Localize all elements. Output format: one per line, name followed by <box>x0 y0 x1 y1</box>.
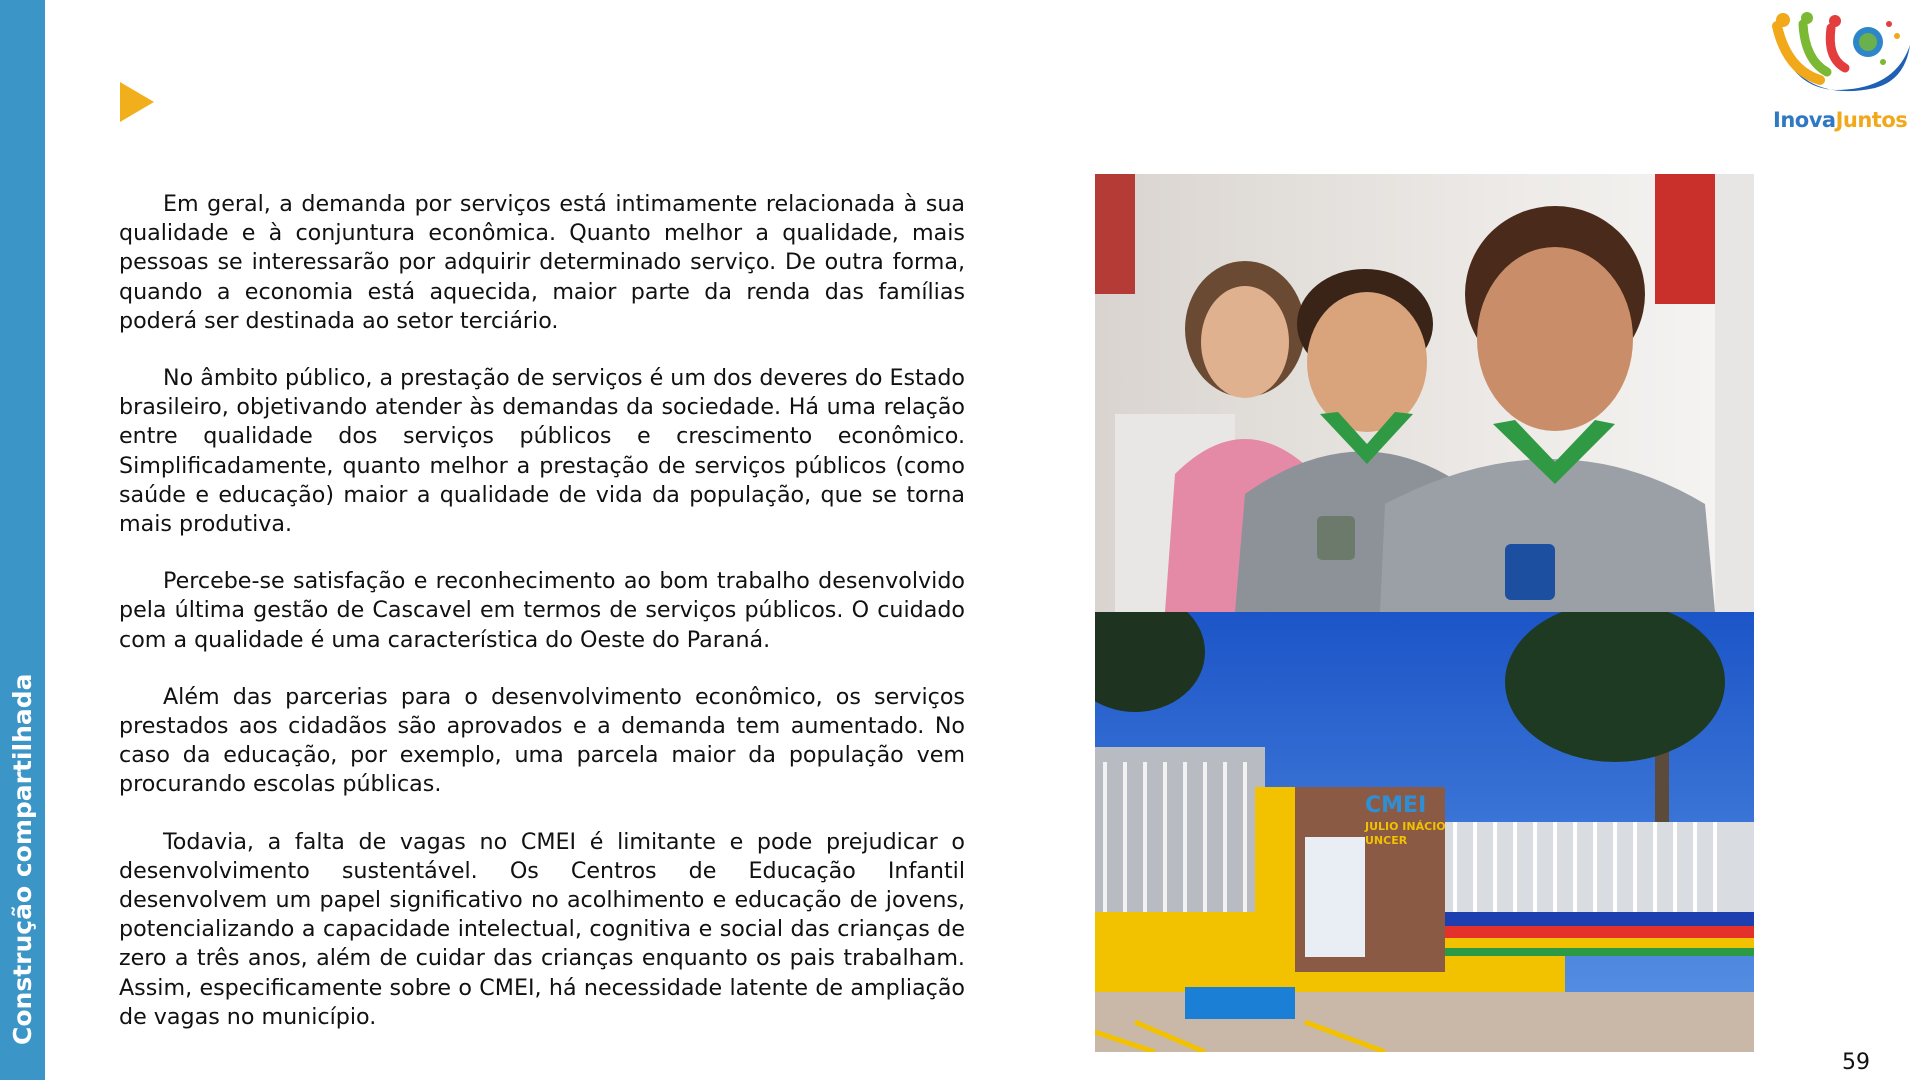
building-sign-line2: JULIO INÁCIO <box>1365 820 1446 833</box>
paragraph: No âmbito público, a prestação de serviços é um dos deveres do Estado brasileiro, objetivando atender às demandas da sociedade. Há uma relação entre qualidade dos serviços públicos e crescimento econômico. Simplificadamente, quanto melhor a prestação de serviços públicos (como saúde e educação) maior a qualidade de vida da população, que se torna mais produtiva. <box>119 365 965 538</box>
cmei-building-image <box>1095 612 1754 1052</box>
sidebar <box>0 0 45 1080</box>
logo-wordmark <box>1773 108 1907 132</box>
paragraph: Em geral, a demanda por serviços está intimamente relacionada à sua qualidade e à conjuntura econômica. Quanto melhor a qualidade, mais pessoas se interessarão por adquirir determinado serviço. De outra forma, quando a economia está aquecida, maior parte da renda das famílias poderá ser destinada ao setor terciário. <box>119 191 965 334</box>
play-marker-icon <box>120 82 154 122</box>
logo-text-inova: Inova <box>1773 108 1836 132</box>
logo-text-juntos: Juntos <box>1835 108 1908 132</box>
children-photo-image <box>1095 174 1754 612</box>
cmei-building-photo <box>1095 612 1754 1052</box>
paragraph: Todavia, a falta de vagas no CMEI é limitante e pode prejudicar o desenvolvimento sustentável. Os Centros de Educação Infantil desenvolvem um papel significativo no acolhimento e educação de jovens, potencializando a capacidade intelectual, cognitiva e social das crianças de zero a três anos, além de cuidar das crianças enquanto os pais trabalham. Assim, especificamente sobre o CMEI, há necessidade latente de ampliação de vagas no município. <box>119 828 965 1030</box>
paragraph: Além das parcerias para o desenvolvimento econômico, os serviços prestados aos cidadãos são aprovados e a demanda tem aumentado. No caso da educação, por exemplo, uma parcela maior da população vem procurando escolas públicas. <box>119 683 965 798</box>
page-number: 59 <box>1842 1050 1870 1075</box>
children-photo <box>1095 174 1754 612</box>
building-sign-line3: UNCER <box>1365 834 1408 847</box>
section-title: Construção compartilhada <box>8 673 37 1045</box>
paragraph: Percebe-se satisfação e reconhecimento ao bom trabalho desenvolvido pela última gestão de Cascavel em termos de serviços públicos. O cuidado com a qualidade é uma característica do Oeste do Paraná. <box>119 568 965 653</box>
inova-juntos-logo <box>1765 10 1915 135</box>
building-sign-title: CMEI <box>1365 793 1427 818</box>
logo-emblem-icon <box>1765 10 1915 110</box>
body-text <box>119 190 965 1060</box>
